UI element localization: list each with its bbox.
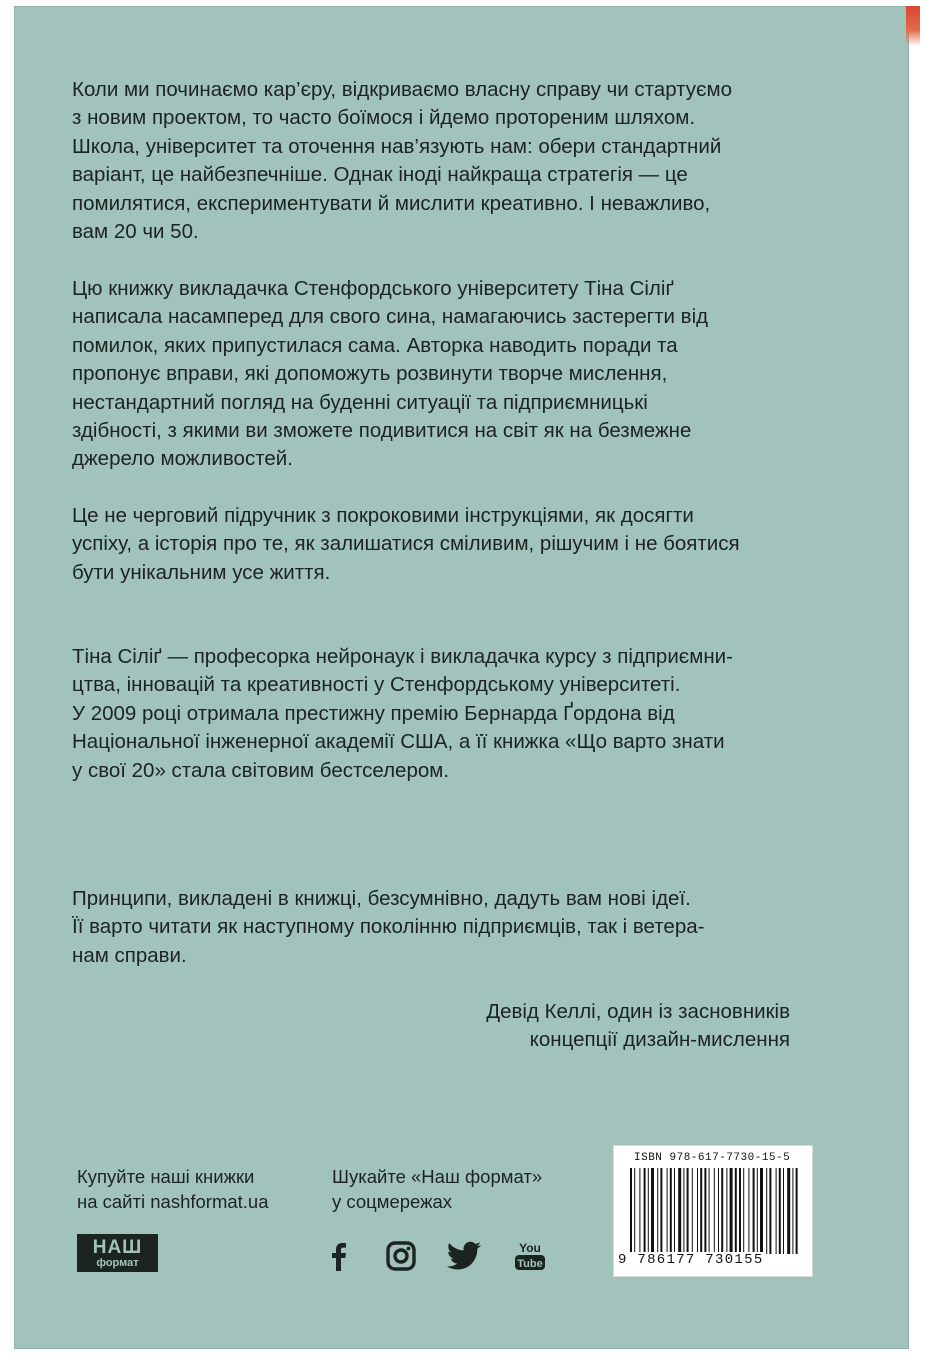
- barcode-bar: [748, 1168, 749, 1254]
- isbn-barcode: [614, 1146, 812, 1276]
- barcode-bar: [760, 1168, 763, 1254]
- barcode-bar: [753, 1168, 755, 1254]
- text-line: Тіна Сіліґ — професорка нейронаук і викладачка курсу з підприємни-: [72, 645, 733, 668]
- barcode-bar: [692, 1168, 693, 1254]
- barcode-bar: [670, 1168, 672, 1254]
- social-line: Шукайте «Наш формат»: [332, 1166, 543, 1187]
- barcode-bar: [648, 1168, 649, 1254]
- text-line: Принципи, викладені в книжці, безсумнівно, дадуть вам нові ідеї.: [72, 887, 691, 910]
- logo-line-2: формат: [96, 1256, 139, 1269]
- youtube-label-top: You: [519, 1241, 541, 1255]
- text-line: пропонує вправи, які допоможуть розвинути творче мислення,: [72, 362, 668, 386]
- barcode-bar: [726, 1168, 727, 1254]
- text-line: написала насамперед для свого сина, намагаючись застерегти від: [72, 305, 709, 329]
- youtube-label-bottom: Tube: [517, 1258, 543, 1270]
- barcode-bar: [769, 1168, 771, 1254]
- barcode-bar: [630, 1168, 632, 1254]
- text-line: у свої 20» стала світовим бестселером.: [72, 758, 450, 782]
- attribution-line: Девід Келлі, один із засновників: [486, 1000, 790, 1023]
- barcode-bar: [634, 1168, 635, 1254]
- barcode-bar: [739, 1168, 741, 1254]
- isbn-label: ISBN 978-617-7730-15-5: [634, 1152, 791, 1164]
- barcode-bar: [667, 1168, 668, 1254]
- text-line: нам справи.: [72, 943, 187, 967]
- barcode-bar: [644, 1168, 646, 1254]
- barcode-bar: [674, 1168, 675, 1254]
- barcode-number: 9 786177 730155: [618, 1252, 764, 1268]
- text-line: варіант, це найбезпечніше. Однак іноді найкраща стратегія — це: [72, 163, 688, 187]
- author-bio-paragraph: [72, 643, 790, 785]
- barcode-bar: [700, 1168, 702, 1254]
- instagram-icon: [386, 1238, 416, 1274]
- barcode-bar: [683, 1168, 684, 1254]
- barcode-bar: [657, 1168, 658, 1254]
- publisher-logo: [77, 1234, 158, 1272]
- quote-paragraph: [72, 885, 790, 970]
- text-line: помилок, яких припустилася сама. Авторка наводить поради та: [72, 333, 678, 357]
- quote-attribution: [486, 998, 790, 1055]
- text-line: Її варто читати як наступному поколінню підприємців, так і ветера-: [72, 915, 705, 939]
- attribution-line: концепції дизайн-мислення: [529, 1028, 790, 1052]
- intro-paragraph: [72, 76, 790, 246]
- summary-paragraph: [72, 502, 790, 587]
- barcode-bar: [783, 1168, 784, 1254]
- spine-accent: [906, 6, 920, 46]
- barcode-bar: [714, 1168, 715, 1254]
- barcode-bar: [796, 1168, 798, 1254]
- text-line: Коли ми починаємо кар’єру, відкриваємо власну справу чи стартуємо: [72, 78, 732, 101]
- barcode-bar: [766, 1168, 767, 1254]
- barcode-bar: [730, 1168, 733, 1254]
- text-line: бути унікальним усе життя.: [72, 560, 331, 584]
- barcode-bar: [709, 1168, 710, 1254]
- barcode-bar: [757, 1168, 758, 1254]
- text-line: Це не черговий підручник з покроковими інструкціями, як досягти: [72, 504, 694, 527]
- text-line: цтва, інновацій та креативності у Стенфордському університеті.: [72, 673, 681, 697]
- text-line: помилятися, експериментувати й мислити креативно. І неважливо,: [72, 191, 711, 215]
- barcode-bar: [787, 1168, 790, 1254]
- text-line: вам 20 чи 50.: [72, 220, 199, 244]
- youtube-icon: [512, 1238, 548, 1274]
- buy-books-note: [77, 1164, 269, 1214]
- twitter-icon: [446, 1238, 482, 1274]
- buy-line: Купуйте наші книжки: [77, 1166, 255, 1187]
- barcode-bar: [678, 1168, 681, 1254]
- facebook-icon: [328, 1238, 348, 1274]
- logo-line-1: НАШ: [92, 1236, 143, 1258]
- barcode-bar: [660, 1168, 662, 1254]
- text-line: джерело можливостей.: [72, 447, 293, 471]
- barcode-bar: [776, 1168, 777, 1254]
- text-line: успіху, а історія про те, як залишатися сміливим, рішучим і не боятися: [72, 532, 740, 556]
- barcode-bar: [718, 1168, 719, 1254]
- text-line: У 2009 році отримала престижну премію Бернарда Ґордона від: [72, 701, 675, 725]
- barcode-bar: [721, 1168, 723, 1254]
- barcode-bar: [743, 1168, 744, 1254]
- barcode-bar: [639, 1168, 640, 1254]
- buy-line: на сайті nashformat.ua: [77, 1191, 269, 1212]
- text-line: нестандартний погляд на буденні ситуації та підприємницькі: [72, 390, 648, 414]
- barcode-bar: [651, 1168, 654, 1254]
- text-line: Цю книжку викладачка Стенфордського університету Тіна Сіліґ: [72, 277, 674, 300]
- barcode-bar: [792, 1168, 793, 1254]
- barcode-bar: [735, 1168, 737, 1254]
- text-line: з новим проектом, то часто боїмося і йдемо протореним шляхом.: [72, 106, 696, 130]
- social-note: [332, 1164, 542, 1214]
- barcode-bars: [628, 1168, 800, 1254]
- text-line: Школа, університет та оточення нав’язують нам: обери стандартний: [72, 134, 722, 158]
- book-description-paragraph: [72, 275, 790, 474]
- barcode-bar: [697, 1168, 698, 1254]
- text-line: здібності, з якими ви зможете подивитися на світ як на безмежне: [72, 419, 692, 443]
- barcode-bar: [704, 1168, 706, 1254]
- social-line: у соцмережах: [332, 1191, 453, 1212]
- barcode-bar: [779, 1168, 781, 1254]
- text-line: Національної інженерної академії США, а її книжка «Що варто знати: [72, 730, 725, 754]
- barcode-bar: [687, 1168, 689, 1254]
